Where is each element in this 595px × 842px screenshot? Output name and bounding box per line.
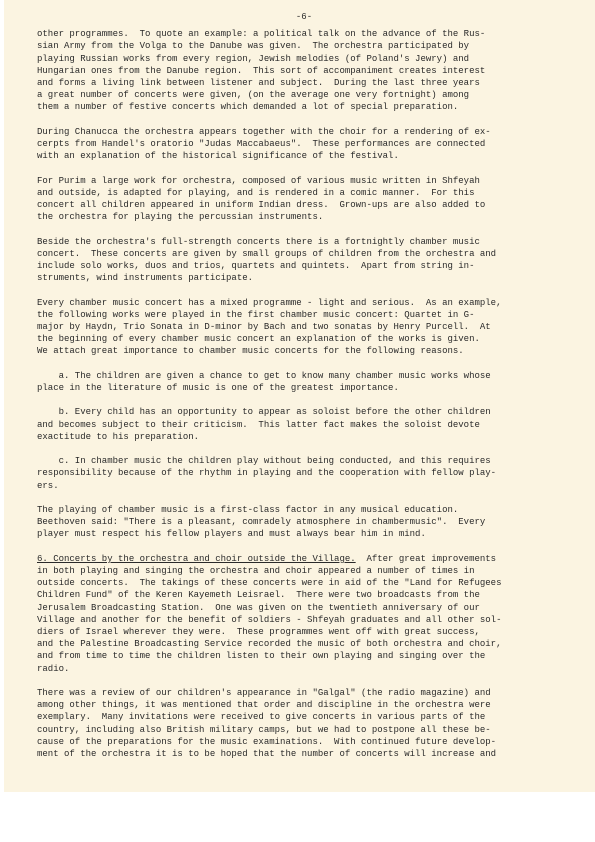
text-line: Beside the orchestra's full-strength concerts there is a fortnightly chamber music bbox=[37, 236, 480, 247]
document-page bbox=[4, 0, 595, 792]
text-line: player must respect his fellow players and must always bear him in mind. bbox=[37, 529, 426, 540]
text-line: responsibility because of the rhythm in playing and the cooperation with fellow play- bbox=[37, 468, 497, 479]
text-line: other programmes. To quote an example: a political talk on the advance of the Rus- bbox=[37, 29, 486, 40]
text-line: There was a review of our children's appearance in "Galgal" (the radio magazine) and bbox=[37, 688, 491, 699]
text-line: cause of the preparations for the music examinations. With continued future develop- bbox=[37, 736, 497, 747]
paragraph bbox=[37, 126, 561, 163]
text-line: outside concerts. The takings of these concerts were in aid of the "Land for Refugees bbox=[37, 578, 502, 589]
text-line: the following works were played in the first chamber music concert: Quartet in G- bbox=[37, 309, 475, 320]
text-line: The playing of chamber music is a first-class factor in any musical education. bbox=[37, 505, 459, 515]
text-line: concert all children appeared in uniform Indian dress. Grown-ups are also added to bbox=[37, 200, 486, 211]
text-line: concert. These concerts are given by small groups of children from the orchestra and bbox=[37, 248, 497, 259]
text-line: a. The children are given a chance to get to know many chamber music works whose bbox=[37, 370, 491, 381]
paragraph bbox=[37, 175, 561, 224]
text-line: ment of the orchestra it is to be hoped that the number of concerts will increase and bbox=[37, 749, 497, 760]
text-line: and becomes subject to their criticism. This latter fact makes the soloist devote bbox=[37, 419, 480, 430]
text-line: sian Army from the Volga to the Danube was given. The orchestra participated by bbox=[37, 41, 470, 52]
text-line: place in the literature of music is one of the greatest importance. bbox=[37, 383, 399, 394]
text-line: c. In chamber music the children play without being conducted, and this requires bbox=[37, 456, 491, 467]
text-line: Jerusalem Broadcasting Station. One was given on the twentieth anniversary of our bbox=[37, 602, 480, 613]
text-line: include solo works, duos and trios, quartets and quintets. Apart from string in- bbox=[37, 261, 475, 272]
paragraph bbox=[37, 553, 561, 675]
text-line: and from time to time the children listen to their own playing and singing over the bbox=[37, 651, 486, 662]
text-line: We attach great importance to chamber music concerts for the following reasons. bbox=[37, 346, 464, 357]
text-line: and the Palestine Broadcasting Service recorded the music of both orchestra and choir, bbox=[37, 639, 502, 650]
section-heading: 6. Concerts by the orchestra and choir outside the Village. bbox=[37, 553, 356, 564]
text-line: Children Fund" of the Keren Kayemeth Leisrael. There were two broadcasts from the bbox=[37, 590, 480, 601]
text-line: country, including also British military camps, but we had to postpone all these be- bbox=[37, 724, 491, 735]
text-line: ers. bbox=[37, 480, 59, 491]
text-line: Hungarian ones from the Danube region. This sort of accompaniment creates interest bbox=[37, 65, 486, 76]
text-line: in both playing and singing the orchestra and choir appeared a number of times in bbox=[37, 566, 475, 576]
paragraph-list bbox=[37, 28, 561, 760]
paragraph bbox=[37, 297, 561, 358]
page-number: -6- bbox=[295, 12, 313, 22]
paragraph bbox=[37, 504, 561, 541]
text-line: them a number of festive concerts which demanded a lot of special preparation. bbox=[37, 102, 459, 113]
paragraph bbox=[37, 28, 561, 113]
text-line: Every chamber music concert has a mixed programme - light and serious. As an example, bbox=[37, 297, 502, 308]
page-content bbox=[37, 11, 561, 772]
text-line: and forms a living link between listener and subject. During the last three years bbox=[37, 78, 480, 89]
text-line: the beginning of every chamber music concert an explanation of the works is given. bbox=[37, 334, 480, 345]
text-line: radio. bbox=[37, 663, 70, 674]
text-line: exactitude to his preparation. bbox=[37, 431, 200, 442]
text-line: Village and another for the benefit of soldiers - Shfeyah graduates and all other sol- bbox=[37, 614, 502, 625]
text-fragment: After great improvements bbox=[355, 553, 497, 564]
paragraph bbox=[37, 406, 561, 443]
section-heading-line bbox=[37, 553, 561, 565]
text-line: exemplary. Many invitations were received to give concerts in various parts of the bbox=[37, 712, 486, 723]
paragraph bbox=[37, 687, 561, 760]
paragraph bbox=[37, 370, 561, 394]
text-line: the orchestra for playing the percussian instruments. bbox=[37, 212, 324, 223]
paragraph bbox=[37, 455, 561, 492]
text-line: among other things, it was mentioned that order and discipline in the orchestra were bbox=[37, 700, 491, 711]
text-line: During Chanucca the orchestra appears together with the choir for a rendering of ex- bbox=[37, 126, 491, 137]
text-line: diers of Israel wherever they were. These programmes went off with great success, bbox=[37, 627, 480, 638]
text-line: cerpts from Handel's oratorio "Judas Maccabaeus". These performances are connected bbox=[37, 139, 486, 150]
text-line: b. Every child has an opportunity to appear as soloist before the other children bbox=[37, 407, 491, 418]
text-line: with an explanation of the historical significance of the festival. bbox=[37, 151, 399, 162]
text-line: a great number of concerts were given, (on the average one very fortnight) among bbox=[37, 90, 470, 101]
text-line: struments, wind instruments participate. bbox=[37, 273, 254, 284]
paragraph bbox=[37, 236, 561, 285]
text-line: major by Haydn, Trio Sonata in D-minor by Bach and two sonatas by Henry Purcell. At bbox=[37, 322, 491, 333]
text-line: and outside, is adapted for playing, and is rendered in a comic manner. For this bbox=[37, 187, 475, 198]
text-line: Beethoven said: "There is a pleasant, comradely atmosphere in chambermusic". Every bbox=[37, 517, 486, 528]
text-line: playing Russian works from every region, Jewish melodies (of Poland's Jewry) and bbox=[37, 53, 470, 64]
text-line: For Purim a large work for orchestra, composed of various music written in Shfeyah bbox=[37, 175, 480, 186]
